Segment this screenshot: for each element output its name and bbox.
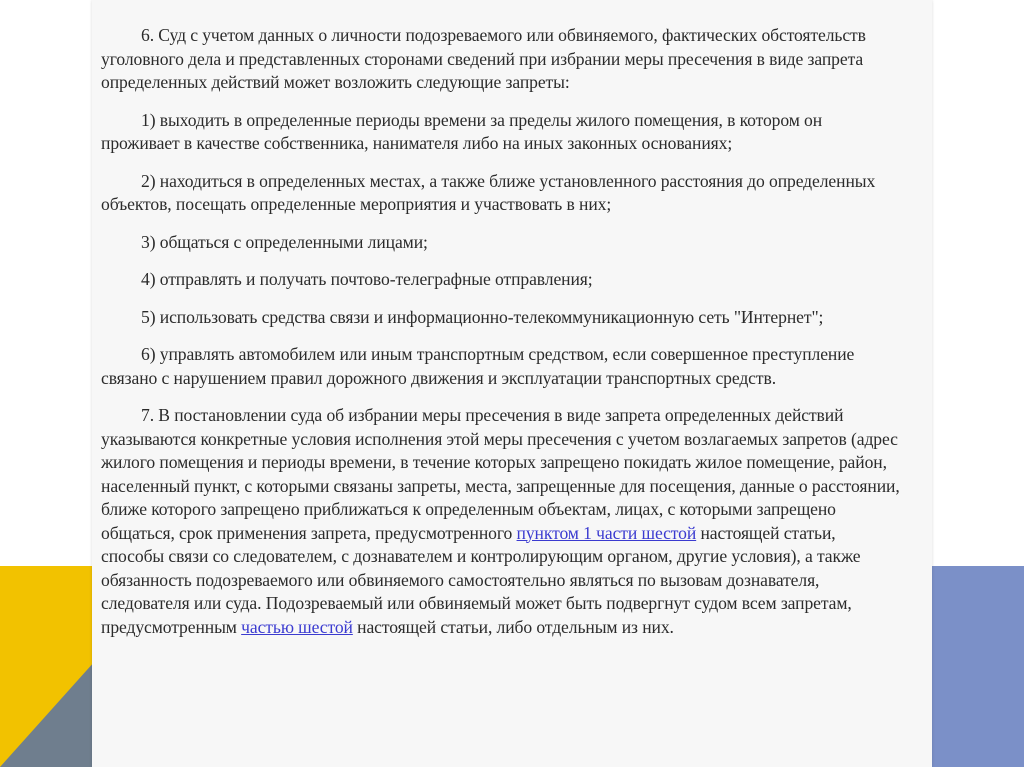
decoration-right-block bbox=[930, 566, 1024, 767]
decoration-left-shapes bbox=[0, 566, 95, 767]
list-item-6: 6) управлять автомобилем или иным транспортным средством, если совершенное преступление связано с нарушением правил дорожного движения и эксплуатации транспортных средств. bbox=[101, 344, 855, 388]
list-item-4: 4) отправлять и получать почтово-телеграфные отправления; bbox=[141, 269, 593, 289]
decoration-left bbox=[0, 566, 95, 767]
paragraph-7-part-3: настоящей статьи, либо отдельным из них. bbox=[352, 616, 674, 637]
list-item-3: 3) общаться с определенными лицами; bbox=[141, 231, 428, 252]
list-item-2: 2) находиться в определенных местах, а также ближе установленного расстояния до определенных объектов, посещать определенные мероприятия и участвовать в них; bbox=[101, 170, 876, 214]
link-point-1-part-6[interactable]: пунктом 1 части шестой bbox=[516, 522, 697, 543]
paragraph-7-part-2: настоящей статьи, способы связи со следователем, с дознавателем и контролирующим органом, другие условия), а также обязанность подозреваемого или обвиняемого самостоятельно являться по вызовам дознавателя, следователя или суда. Подозреваемый или обвиняемый может быть подвергнут судом всем запретам, предусмотренным bbox=[101, 522, 861, 637]
paragraph-6: 6. Суд с учетом данных о личности подозреваемого или обвиняемого, фактических обстоятельств уголовного дела и представленных сторонами сведений при избрании меры пресечения в виде запрета определенных действий может возложить следующие запреты: bbox=[101, 25, 866, 92]
paragraph-7 bbox=[101, 404, 901, 639]
list-item-1: 1) выходить в определенные периоды времени за пределы жилого помещения, в котором он проживает в качестве собственника, нанимателя либо на иных законных основаниях; bbox=[101, 109, 823, 153]
link-part-6[interactable]: частью шестой bbox=[241, 616, 353, 637]
list-item-5: 5) использовать средства связи и информационно-телекоммуникационную сеть "Интернет"; bbox=[141, 306, 824, 327]
document-text bbox=[101, 24, 901, 653]
paragraph-7-part-1: 7. В постановлении суда об избрании меры пресечения в виде запрета определенных действий указываются конкретные условия исполнения этой меры пресечения с учетом возлагаемых запретов (адрес жилого помещения и периоды времени, в течение которых запрещено покидать жилое помещение, район, населенный пункт, с которыми связаны запреты, места, запрещенные для посещения, данные о расстоянии, ближе которого запрещено приближаться к определенным объектам, лицах, с которыми запрещено общаться, срок применения запрета, предусмотренного bbox=[101, 405, 900, 543]
